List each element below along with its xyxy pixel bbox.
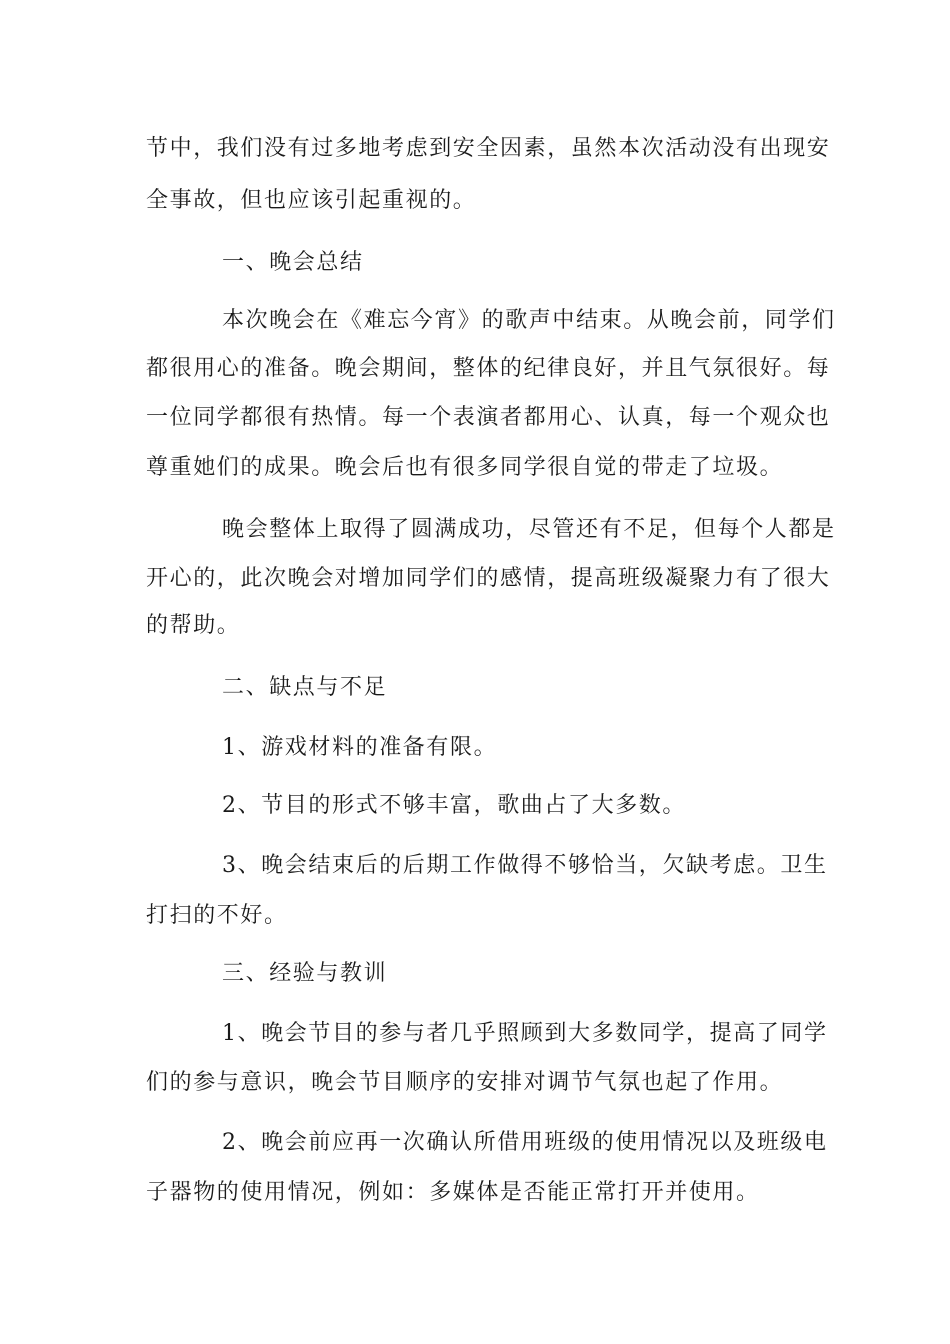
- list-item: 3、晚会结束后的后期工作做得不够恰当，欠缺考虑。卫生: [222, 853, 828, 878]
- text-line: 晚会整体上取得了圆满成功，尽管还有不足，但每个人都是: [222, 517, 836, 542]
- text-line: 本次晚会在《难忘今宵》的歌声中结束。从晚会前，同学们: [222, 308, 836, 333]
- text-line: 子器物的使用情况，例如：多媒体是否能正常打开并使用。: [146, 1180, 760, 1205]
- text-line: 尊重她们的成果。晚会后也有很多同学很自觉的带走了垃圾。: [146, 455, 784, 480]
- list-item: 1、晚会节目的参与者几乎照顾到大多数同学，提高了同学: [222, 1021, 828, 1046]
- list-item: 2、节目的形式不够丰富，歌曲占了大多数。: [222, 793, 686, 818]
- text-line: 节中，我们没有过多地考虑到安全因素，虽然本次活动没有出现安: [146, 136, 831, 161]
- text-line: 的帮助。: [146, 613, 241, 638]
- section-heading: 二、缺点与不足: [222, 675, 388, 700]
- text-line: 全事故，但也应该引起重视的。: [146, 188, 477, 213]
- text-line: 打扫的不好。: [146, 903, 288, 928]
- section-heading: 一、晚会总结: [222, 250, 364, 275]
- list-item: 2、晚会前应再一次确认所借用班级的使用情况以及班级电: [222, 1130, 828, 1155]
- text-line: 都很用心的准备。晚会期间，整体的纪律良好，并且气氛很好。每: [146, 356, 831, 381]
- list-item: 1、游戏材料的准备有限。: [222, 735, 498, 760]
- text-line: 开心的，此次晚会对增加同学们的感情，提高班级凝聚力有了很大: [146, 566, 831, 591]
- section-heading: 三、经验与教训: [222, 961, 388, 986]
- text-line: 们的参与意识，晚会节目顺序的安排对调节气氛也起了作用。: [146, 1070, 784, 1095]
- text-line: 一位同学都很有热情。每一个表演者都用心、认真，每一个观众也: [146, 405, 831, 430]
